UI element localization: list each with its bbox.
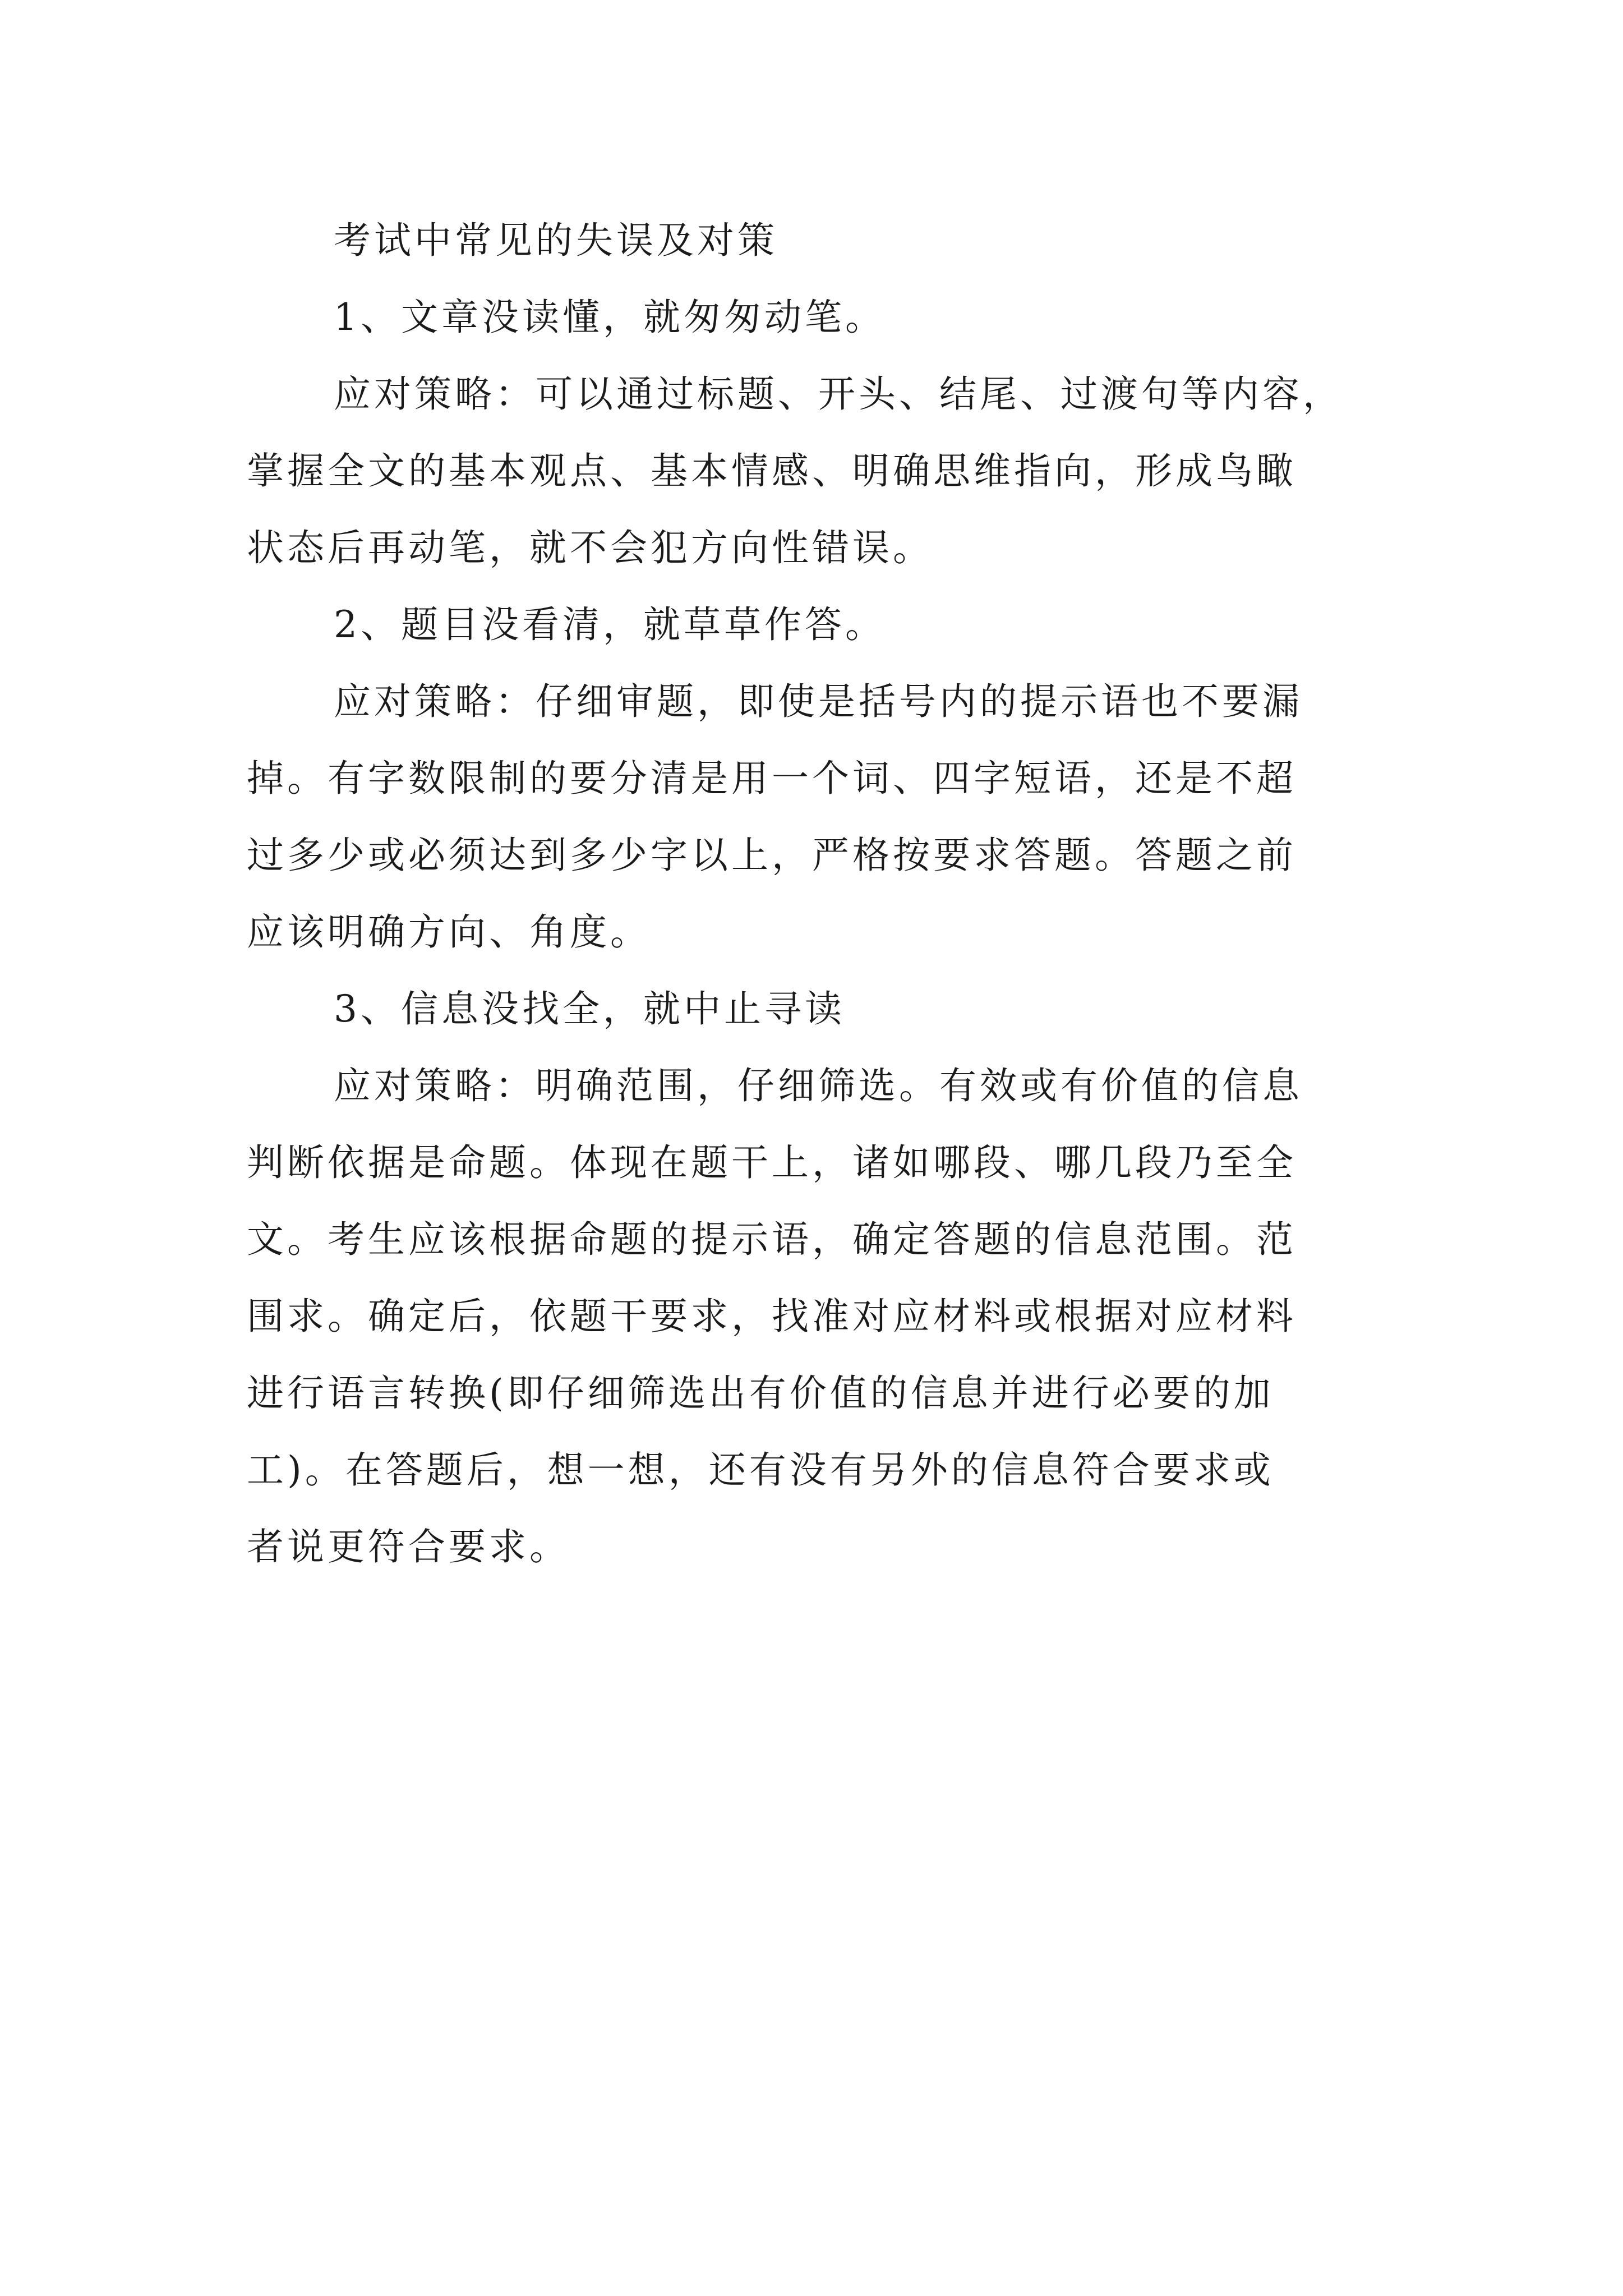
document-title: 考试中常见的失误及对策 <box>334 219 778 262</box>
section-2-strategy-line: 过多少或必须达到多少字以上，严格按要求答题。答题之前 <box>247 834 1297 877</box>
section-1-strategy-line: 状态后再动笔，就不会犯方向性错误。 <box>247 526 933 569</box>
document-body <box>247 202 1385 1585</box>
section-1-strategy-line: 应对策略：可以通过标题、开头、结尾、过渡句等内容， <box>334 372 1343 416</box>
section-2-heading: 2、题目没看清，就草草作答。 <box>334 603 886 646</box>
section-3-strategy-line: 工)。在答题后，想一想，还有没有另外的信息符合要求或 <box>247 1448 1274 1492</box>
section-3-strategy-line: 文。考生应该根据命题的提示语，确定答题的信息范围。范 <box>247 1218 1297 1261</box>
section-2-strategy-line: 掉。有字数限制的要分清是用一个词、四字短语，还是不超 <box>247 757 1297 800</box>
section-2-strategy-line: 应该明确方向、角度。 <box>247 910 651 954</box>
section-1-strategy-line: 掌握全文的基本观点、基本情感、明确思维指向，形成鸟瞰 <box>247 449 1297 493</box>
section-3-strategy-line: 判断依据是命题。体现在题干上，诸如哪段、哪几段乃至全 <box>247 1141 1297 1184</box>
section-3-heading: 3、信息没找全，就中止寻读 <box>334 987 845 1030</box>
section-3-strategy-line: 者说更符合要求。 <box>247 1525 570 1568</box>
section-2-strategy-line: 应对策略：仔细审题，即使是括号内的提示语也不要漏 <box>334 680 1303 723</box>
section-3-strategy-line: 围求。确定后，依题干要求，找准对应材料或根据对应材料 <box>247 1295 1297 1338</box>
section-1-heading: 1、文章没读懂，就匆匆动笔。 <box>334 296 886 339</box>
section-3-strategy-line: 应对策略：明确范围，仔细筛选。有效或有价值的信息 <box>334 1064 1303 1107</box>
section-3-strategy-line: 进行语言转换(即仔细筛选出有价值的信息并进行必要的加 <box>247 1372 1274 1415</box>
